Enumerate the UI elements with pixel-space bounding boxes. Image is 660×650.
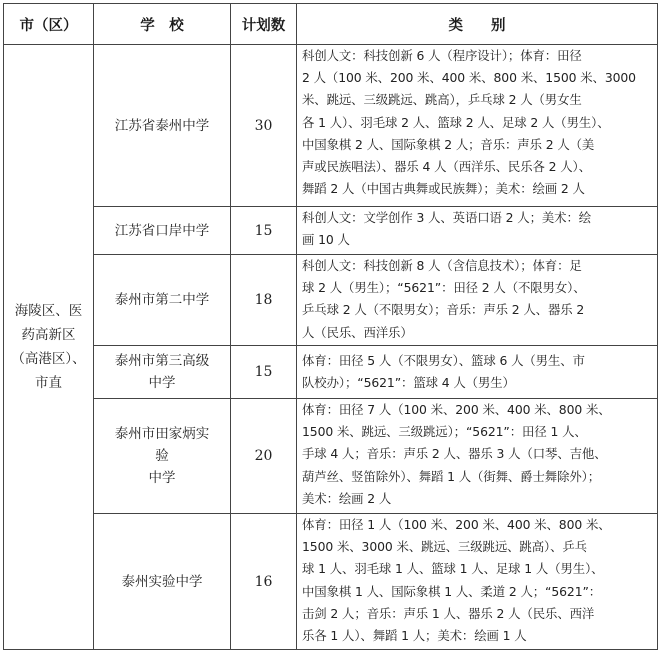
detail-line: 体育：田径 5 人（不限男女）、篮球 6 人（男生、市 bbox=[302, 352, 585, 368]
count-cell: 16 bbox=[231, 514, 297, 650]
count-cell: 18 bbox=[231, 255, 297, 346]
school-cell: 江苏省口岸中学 bbox=[94, 207, 231, 255]
header-region: 市（区） bbox=[4, 4, 94, 45]
detail-line: 葫芦丝、竖笛除外）、舞蹈 1 人（街舞、爵士舞除外）； bbox=[302, 468, 601, 484]
detail-line: 中国象棋 2 人、国际象棋 2 人；音乐：声乐 2 人（美 bbox=[302, 136, 595, 152]
detail-line: 体育：田径 7 人（100 米、200 米、400 米、800 米、 bbox=[302, 402, 611, 417]
detail-cell bbox=[297, 207, 658, 255]
detail-line: 中国象棋 1 人、国际象棋 1 人、柔道 2 人；“5621”： bbox=[302, 583, 602, 599]
table-row bbox=[4, 255, 658, 346]
detail-line: 球 2 人（男生）；“5621”：田径 2 人（不限男女）、 bbox=[302, 280, 586, 296]
detail-line: 球 1 人、羽毛球 1 人、篮球 1 人、足球 1 人（男生）、 bbox=[302, 561, 604, 577]
header-count: 计划数 bbox=[231, 4, 297, 45]
admission-plan-table-wrapper bbox=[3, 3, 658, 650]
school-cell: 江苏省泰州中学 bbox=[94, 45, 231, 207]
detail-line: 科创人文：科技创新 8 人（含信息技术）；体育：足 bbox=[302, 258, 582, 273]
header-category bbox=[297, 4, 658, 45]
table-row bbox=[4, 514, 658, 650]
count-cell: 15 bbox=[231, 207, 297, 255]
detail-cell bbox=[297, 45, 658, 207]
detail-line: 舞蹈 2 人（中国古典舞或民族舞）；美术：绘画 2 人 bbox=[302, 181, 585, 197]
header-school: 学 校 bbox=[94, 4, 231, 45]
region-cell bbox=[4, 45, 94, 650]
region-line: 药高新区 bbox=[21, 327, 76, 343]
table-row bbox=[4, 346, 658, 399]
detail-line: 乐各 1 人）、舞蹈 1 人；美术：绘画 1 人 bbox=[302, 628, 527, 644]
detail-line: 乒乓球 2 人（不限男女）；音乐：声乐 2 人、器乐 2 bbox=[302, 302, 585, 318]
detail-line: 2 人（100 米、200 米、400 米、800 米、1500 米、3000 bbox=[302, 70, 636, 86]
detail-line: 击剑 2 人；音乐：声乐 1 人、器乐 2 人（民乐、西洋 bbox=[302, 605, 595, 621]
detail-line: 画 10 人 bbox=[302, 232, 350, 248]
detail-line: 体育：田径 1 人（100 米、200 米、400 米、800 米、 bbox=[302, 517, 611, 532]
table-header-row bbox=[4, 4, 658, 45]
admission-plan-table bbox=[3, 3, 658, 650]
count-cell: 15 bbox=[231, 346, 297, 399]
region-line: 市直 bbox=[35, 375, 62, 391]
detail-cell bbox=[297, 399, 658, 514]
detail-line: 1500 米、跳远、三级跳远）；“5621”：田径 1 人、 bbox=[302, 424, 587, 440]
school-cell: 泰州市田家炳实 验 中学 bbox=[94, 399, 231, 514]
detail-line: 美术：绘画 2 人 bbox=[302, 490, 392, 506]
detail-line: 1500 米、3000 米、跳远、三级跳远、跳高）、乒乓 bbox=[302, 539, 587, 555]
region-line: （高港区）、 bbox=[11, 351, 86, 367]
detail-cell bbox=[297, 514, 658, 650]
count-cell: 30 bbox=[231, 45, 297, 207]
school-cell: 泰州实验中学 bbox=[94, 514, 231, 650]
table-row bbox=[4, 45, 658, 207]
table-row bbox=[4, 207, 658, 255]
detail-line: 手球 4 人；音乐：声乐 2 人、器乐 3 人（口琴、吉他、 bbox=[302, 446, 607, 462]
detail-cell bbox=[297, 255, 658, 346]
region-line: 海陵区、医 bbox=[14, 303, 83, 319]
detail-line: 米、跳远、三级跳远、跳高），乒乓球 2 人（男女生 bbox=[302, 92, 582, 108]
detail-cell bbox=[297, 346, 658, 399]
detail-line: 声或民族唱法）、器乐 4 人（西洋乐、民乐各 2 人）、 bbox=[302, 159, 591, 175]
count-cell: 20 bbox=[231, 399, 297, 514]
header-category-text: 类别 bbox=[448, 17, 534, 34]
detail-line: 队校办）；“5621”：篮球 4 人（男生） bbox=[302, 375, 515, 390]
school-cell: 泰州市第二中学 bbox=[94, 255, 231, 346]
table-row bbox=[4, 399, 658, 514]
detail-line: 各 1 人）、羽毛球 2 人、篮球 2 人、足球 2 人（男生）、 bbox=[302, 114, 610, 130]
detail-line: 科创人文：文学创作 3 人、英语口语 2 人；美术：绘 bbox=[302, 210, 592, 225]
school-cell: 泰州市第三高级 中学 bbox=[94, 346, 231, 399]
detail-line: 人（民乐、西洋乐） bbox=[302, 324, 413, 340]
detail-line: 科创人文：科技创新 6 人（程序设计）；体育：田径 bbox=[302, 48, 582, 63]
